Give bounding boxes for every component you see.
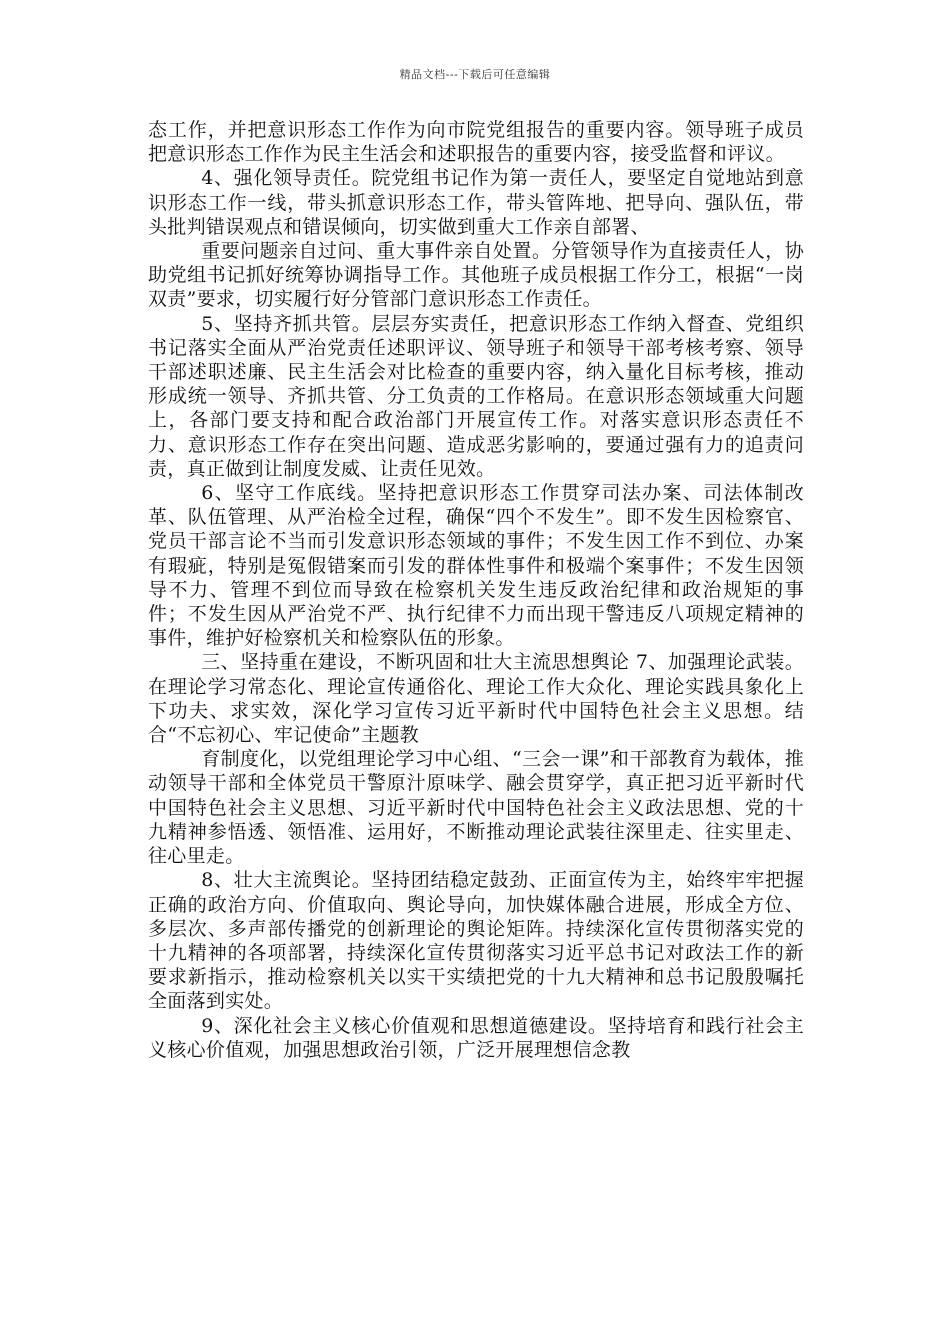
paragraph-2: 4、强化领导责任。院党组书记作为第一责任人，要坚定自觉地站到意识形态工作一线，带头抓意识形态工作，带头管阵地、把导向、强队伍，带头批判错误观点和错误倾向，切实做到重大工作亲自部署、 — [148, 167, 804, 238]
paragraph-9: 9、深化社会主义核心价值观和思想道德建设。坚持培育和践行社会主义核心价值观，加强思想政治引领，广泛开展理想信念教 — [148, 1014, 804, 1061]
paragraph-7: 育制度化，以党组理论学习中心组、“三会一课”和干部教育为载体，推动领导干部和全体党员干警原汁原味学、融会贯穿学，真正把习近平新时代中国特色社会主义思想、习近平新时代中国特色社会主义政法思想、党的十九精神参悟透、领悟准、运用好，不断推动理论武装往深里走、往实里走、往心里走。 — [148, 748, 804, 868]
document-body — [148, 118, 804, 1062]
page-header: 精品文档---下载后可任意编辑 — [399, 68, 551, 81]
paragraph-4: 5、坚持齐抓共管。层层夯实责任，把意识形态工作纳入督查、党组织书记落实全面从严治党责任述职评议、领导班子和领导干部考核考察、领导干部述职述廉、民主生活会对比检查的重要内容，纳入量化目标考核，推动形成统一领导、齐抓共管、分工负责的工作格局。在意识形态领域重大问题上，各部门要支持和配合政治部门开展宣传工作。对落实意识形态责任不力、意识形态工作存在突出问题、造成恶劣影响的，要通过强有力的追责问责，真正做到让制度发威、让责任见效。 — [148, 312, 804, 480]
paragraph-6: 三、坚持重在建设，不断巩固和壮大主流思想舆论 7、加强理论武装。在理论学习常态化、理论宣传通俗化、理论工作大众化、理论实践具象化上下功夫、求实效，深化学习宣传习近平新时代中国特色社会主义思想。结合“不忘初心、牢记使命”主题教 — [148, 651, 804, 747]
paragraph-8: 8、壮大主流舆论。坚持团结稳定鼓劲、正面宣传为主，始终牢牢把握正确的政治方向、价值取向、舆论导向，加快媒体融合进展，形成全方位、多层次、多声部传播党的创新理论的舆论矩阵。持续深化宣传贯彻落实党的十九精神的各项部署，持续深化宣传贯彻落实习近平总书记对政法工作的新要求新指示，推动检察机关以实干实绩把党的十九大精神和总书记殷殷嘱托全面落到实处。 — [148, 869, 804, 1013]
paragraph-3: 重要问题亲自过问、重大事件亲自处置。分管领导作为直接责任人，协助党组书记抓好统筹协调指导工作。其他班子成员根据工作分工，根据“一岗双责”要求，切实履行好分管部门意识形态工作责任。 — [148, 240, 804, 311]
paragraph-5: 6、坚守工作底线。坚持把意识形态工作贯穿司法办案、司法体制改革、队伍管理、从严治检全过程，确保“四个不发生”。即不发生因检察官、党员干部言论不当而引发意识形态领域的事件；不发生因工作不到位、办案有瑕疵，特别是冤假错案而引发的群体性事件和极端个案事件；不发生因领导不力、管理不到位而导致在检察机关发生违反政治纪律和政治规矩的事件；不发生因从严治党不严、执行纪律不力而出现干警违反八项规定精神的事件，维护好检察机关和检察队伍的形象。 — [148, 482, 804, 650]
paragraph-1: 态工作，并把意识形态工作作为向市院党组报告的重要内容。领导班子成员把意识形态工作作为民主生活会和述职报告的重要内容，接受监督和评议。 — [148, 119, 804, 166]
